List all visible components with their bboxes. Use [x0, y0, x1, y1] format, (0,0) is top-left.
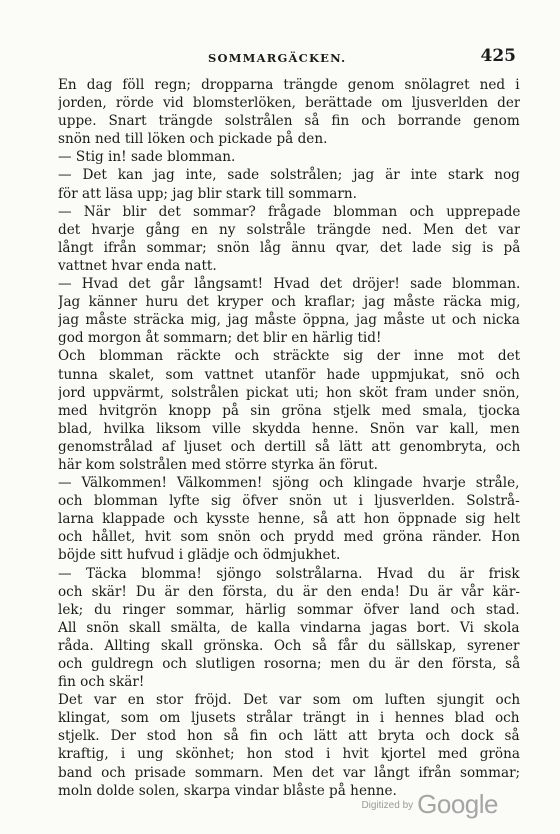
text-line: jord uppvärmt, solstrålen pickat uti; hon sköt fram under snön,	[58, 384, 520, 401]
text-line: Och blomman räckte och sträckte sig der inne mot det	[58, 348, 520, 365]
text-line: jorden, rörde vid blomsterlöken, berättade om ljusverlden der	[58, 95, 520, 112]
text-line: och skär! Du är den första, du är den enda! Du är vår kär-	[58, 583, 520, 600]
text-line: — Välkommen! Välkommen! sjöng och klingade hvarje stråle,	[58, 475, 520, 492]
text-line: genomstrålad af ljuset och dertill så lätt att genombryta, och	[58, 438, 520, 455]
text-line: — Det kan jag inte, sade solstrålen; jag är inte stark nog	[58, 167, 520, 184]
page-number: 425	[480, 46, 516, 66]
text-line: tunna skalet, som vattnet utanför hade uppmjukat, snö och	[58, 366, 520, 383]
text-line: All snön skall smälta, de kalla vindarna jagas bort. Vi skola	[58, 619, 520, 636]
text-line: råda. Allting skall grönska. Och så får du sällskap, syrener	[58, 637, 520, 654]
text-line: En dag föll regn; dropparna trängde genom snölagret ned i	[58, 77, 520, 93]
text-line: band och prisade sommarn. Men det var långt ifrån sommar;	[58, 764, 520, 781]
text-line: blad, hvilka liksom ville skydda henne. Snön var kall, men	[58, 420, 520, 437]
text-line: böjde sitt hufvud i glädje och ödmjukhet.	[58, 547, 341, 564]
text-line: lek; du ringer sommar, härlig sommar öfver land och stad.	[58, 601, 520, 618]
digitized-by-label: Digitized by	[361, 800, 414, 811]
body-text	[58, 76, 520, 800]
text-line: långt ifrån sommar; snön låg ännu qvar, det lade sig is på	[58, 239, 520, 256]
text-line: — Hvad det går långsamt! Hvad det dröjer! sade blomman.	[58, 276, 520, 293]
text-line: jag måste sträcka mig, jag måste öppna, jag måste ut och nicka	[58, 312, 520, 329]
text-line: Jag känner huru det kryper och kraflar; jag måste räcka mig,	[58, 294, 520, 311]
text-line: snön ned till löken och pickade på den.	[58, 131, 328, 148]
text-line: och guldregn och slutligen rosorna; men du är den första, så	[58, 656, 520, 672]
text-line: och hållet, hvit som snön och prydd med gröna ränder. Hon	[58, 529, 520, 546]
text-line: för att läsa upp; jag blir stark till sommarn.	[58, 185, 357, 202]
google-watermark	[361, 789, 498, 820]
text-line: Det var en stor fröjd. Det var som om luften sjungit och	[58, 692, 520, 709]
text-line: kraftig, i ung skönhet; hon stod i hvit kjortel med gröna	[58, 746, 520, 763]
page-header	[58, 46, 516, 68]
text-line: — Täcka blomma! sjöngo solstrålarna. Hvad du är frisk	[58, 565, 520, 582]
text-line: det hvarje gång en ny solstråle trängde ned. Men det var	[58, 221, 520, 238]
text-line: med hvitgrön knopp på sin gröna stjelk med smala, tjocka	[58, 402, 520, 419]
text-line: klingat, som om ljusets strålar trängt in i hennes blad och	[58, 710, 520, 727]
text-line: uppe. Snart trängde solstrålen så fin och borrande genom	[58, 113, 520, 130]
text-line: stjelk. Der stod hon så fin och lätt att bryta och dock så	[58, 728, 520, 745]
running-title: SOMMARGÄCKEN.	[208, 51, 347, 65]
google-logo: Google	[417, 789, 498, 819]
text-line: god morgon åt sommarn; det blir en härlig tid!	[58, 330, 382, 347]
text-line: fin och skär!	[58, 674, 145, 691]
text-line: och blomman lyfte sig öfver snön ut i ljusverlden. Solstrå-	[58, 493, 520, 510]
text-line: — Stig in! sade blomman.	[58, 149, 236, 166]
text-line: — När blir det sommar? frågade blomman och upprepade	[58, 203, 520, 220]
text-line: här kom solstrålen med större styrka än förut.	[58, 456, 378, 473]
text-line: vattnet hvar enda natt.	[58, 257, 217, 274]
text-line: moln dolde solen, skarpa vindar blåste på henne.	[58, 782, 397, 799]
text-line: larna klappade och kysste henne, så att hon öppnade sig helt	[58, 511, 520, 528]
